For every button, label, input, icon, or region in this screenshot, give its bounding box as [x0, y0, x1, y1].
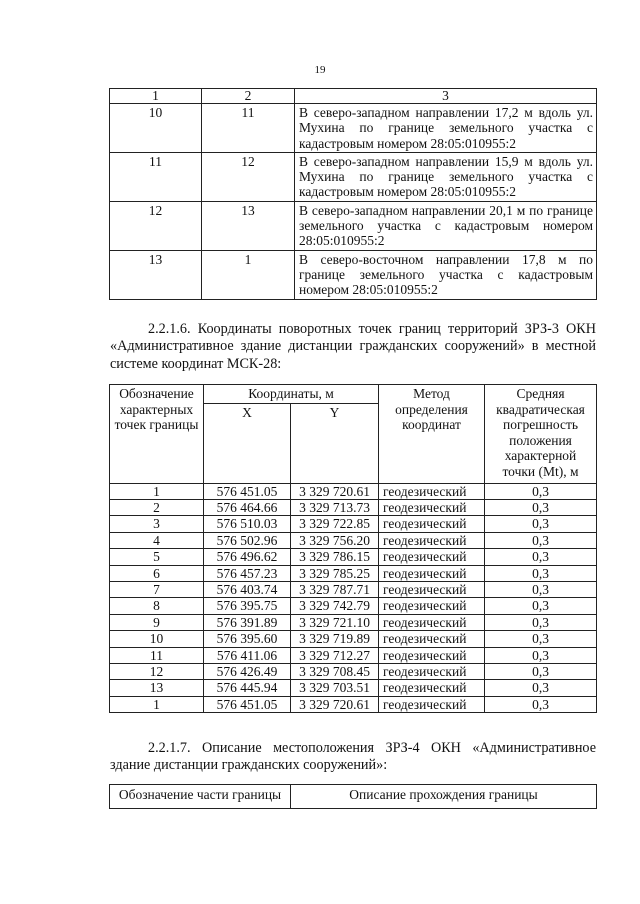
- table-header-row: [110, 89, 597, 104]
- point-number: 4: [110, 532, 204, 548]
- table-row: [110, 532, 597, 548]
- coordinate-x: 576 403.74: [204, 581, 291, 597]
- coordinate-x: 576 510.03: [204, 516, 291, 532]
- section-2-2-1-6-paragraph: 2.2.1.6. Координаты поворотных точек границ территорий ЗРЗ-3 ОКН «Административное здание дистанции гражданских сооружений» в местной системе координат МСК-28:: [110, 321, 596, 372]
- coordinate-y: 3 329 742.79: [291, 598, 379, 614]
- column-number-1: 1: [110, 89, 202, 104]
- table-row: [110, 104, 597, 153]
- header-y: Y: [291, 403, 379, 483]
- method: геодезический: [379, 532, 485, 548]
- boundary-description: В северо-восточном направлении 17,8 м по границе земельного участка с кадастровым номером 28:05:010955:2: [295, 250, 597, 299]
- point-number: 1: [110, 696, 204, 712]
- point-number: 12: [110, 663, 204, 679]
- method: геодезический: [379, 680, 485, 696]
- table-row: [110, 631, 597, 647]
- to-point: 1: [202, 250, 295, 299]
- coordinate-y: 3 329 785.25: [291, 565, 379, 581]
- point-number: 13: [110, 680, 204, 696]
- point-number: 9: [110, 614, 204, 630]
- mean-error: 0,3: [485, 581, 597, 597]
- coordinate-y: 3 329 756.20: [291, 532, 379, 548]
- table-row: [110, 663, 597, 679]
- from-point: 11: [110, 152, 202, 201]
- to-point: 12: [202, 152, 295, 201]
- point-number: 6: [110, 565, 204, 581]
- coordinate-y: 3 329 722.85: [291, 516, 379, 532]
- mean-error: 0,3: [485, 549, 597, 565]
- coordinate-y: 3 329 720.61: [291, 696, 379, 712]
- mean-error: 0,3: [485, 532, 597, 548]
- table-row: [110, 516, 597, 532]
- method: геодезический: [379, 647, 485, 663]
- table-row: [110, 499, 597, 515]
- table-row: [110, 152, 597, 201]
- from-point: 10: [110, 104, 202, 153]
- coordinate-x: 576 457.23: [204, 565, 291, 581]
- table-row: [110, 680, 597, 696]
- header-boundary-part: Обозначение части границы: [110, 785, 291, 809]
- column-number-2: 2: [202, 89, 295, 104]
- boundary-description: В северо-западном направлении 17,2 м вдоль ул. Мухина по границе земельного участка с кадастровым номером 28:05:010955:2: [295, 104, 597, 153]
- mean-error: 0,3: [485, 631, 597, 647]
- method: геодезический: [379, 565, 485, 581]
- mean-error: 0,3: [485, 516, 597, 532]
- column-number-3: 3: [295, 89, 597, 104]
- mean-error: 0,3: [485, 598, 597, 614]
- boundary-description: В северо-западном направлении 20,1 м по границе земельного участка с кадастровым номером 28:05:010955:2: [295, 201, 597, 250]
- table-row: [110, 647, 597, 663]
- point-number: 11: [110, 647, 204, 663]
- coordinate-y: 3 329 713.73: [291, 499, 379, 515]
- point-number: 2: [110, 499, 204, 515]
- header-coordinates: Координаты, м: [204, 385, 379, 404]
- point-number: 8: [110, 598, 204, 614]
- coordinate-x: 576 426.49: [204, 663, 291, 679]
- point-number: 5: [110, 549, 204, 565]
- coordinate-x: 576 391.89: [204, 614, 291, 630]
- method: геодезический: [379, 499, 485, 515]
- header-point-designation: Обозначение характерных точек границы: [110, 385, 204, 484]
- table-header-row: [110, 785, 597, 809]
- coordinates-table-body: [110, 483, 597, 713]
- to-point: 11: [202, 104, 295, 153]
- table-row: [110, 549, 597, 565]
- boundary-parts-table: [109, 784, 597, 809]
- boundary-description: В северо-западном направлении 15,9 м вдоль ул. Мухина по границе земельного участка с кадастровым номером 28:05:010955:2: [295, 152, 597, 201]
- method: геодезический: [379, 614, 485, 630]
- coordinates-table: [109, 384, 597, 713]
- coordinate-x: 576 496.62: [204, 549, 291, 565]
- method: геодезический: [379, 581, 485, 597]
- boundary-description-table: [109, 88, 597, 300]
- coordinate-x: 576 445.94: [204, 680, 291, 696]
- table-row: [110, 565, 597, 581]
- mean-error: 0,3: [485, 663, 597, 679]
- from-point: 13: [110, 250, 202, 299]
- table-row: [110, 696, 597, 712]
- section-2-2-1-7-paragraph: 2.2.1.7. Описание местоположения ЗРЗ-4 ОКН «Административное здание дистанции гражданских сооружений»:: [110, 740, 596, 774]
- table-row: [110, 483, 597, 499]
- table-row: [110, 201, 597, 250]
- coordinate-x: 576 395.75: [204, 598, 291, 614]
- coordinate-y: 3 329 720.61: [291, 483, 379, 499]
- mean-error: 0,3: [485, 647, 597, 663]
- method: геодезический: [379, 516, 485, 532]
- method: геодезический: [379, 631, 485, 647]
- coordinate-y: 3 329 721.10: [291, 614, 379, 630]
- header-mean-error: Средняя квадратическая погрешность положения характерной точки (Mt), м: [485, 385, 597, 484]
- to-point: 13: [202, 201, 295, 250]
- table-row: [110, 598, 597, 614]
- point-number: 7: [110, 581, 204, 597]
- point-number: 10: [110, 631, 204, 647]
- coordinate-y: 3 329 712.27: [291, 647, 379, 663]
- mean-error: 0,3: [485, 499, 597, 515]
- method: геодезический: [379, 663, 485, 679]
- method: геодезический: [379, 598, 485, 614]
- coordinate-x: 576 395.60: [204, 631, 291, 647]
- coordinate-y: 3 329 708.45: [291, 663, 379, 679]
- from-point: 12: [110, 201, 202, 250]
- coordinate-x: 576 451.05: [204, 696, 291, 712]
- coordinate-x: 576 502.96: [204, 532, 291, 548]
- point-number: 3: [110, 516, 204, 532]
- coordinate-x: 576 411.06: [204, 647, 291, 663]
- coordinate-y: 3 329 787.71: [291, 581, 379, 597]
- header-x: X: [204, 403, 291, 483]
- table-header-row: [110, 385, 597, 404]
- mean-error: 0,3: [485, 483, 597, 499]
- header-method: Метод определения координат: [379, 385, 485, 484]
- mean-error: 0,3: [485, 696, 597, 712]
- table-row: [110, 250, 597, 299]
- method: геодезический: [379, 696, 485, 712]
- mean-error: 0,3: [485, 565, 597, 581]
- coordinate-x: 576 464.66: [204, 499, 291, 515]
- coordinate-y: 3 329 703.51: [291, 680, 379, 696]
- coordinate-y: 3 329 786.15: [291, 549, 379, 565]
- mean-error: 0,3: [485, 614, 597, 630]
- method: геодезический: [379, 549, 485, 565]
- method: геодезический: [379, 483, 485, 499]
- mean-error: 0,3: [485, 680, 597, 696]
- table-row: [110, 614, 597, 630]
- point-number: 1: [110, 483, 204, 499]
- coordinate-y: 3 329 719.89: [291, 631, 379, 647]
- page-number: 19: [314, 64, 326, 76]
- coordinate-x: 576 451.05: [204, 483, 291, 499]
- header-boundary-description: Описание прохождения границы: [291, 785, 597, 809]
- table-row: [110, 581, 597, 597]
